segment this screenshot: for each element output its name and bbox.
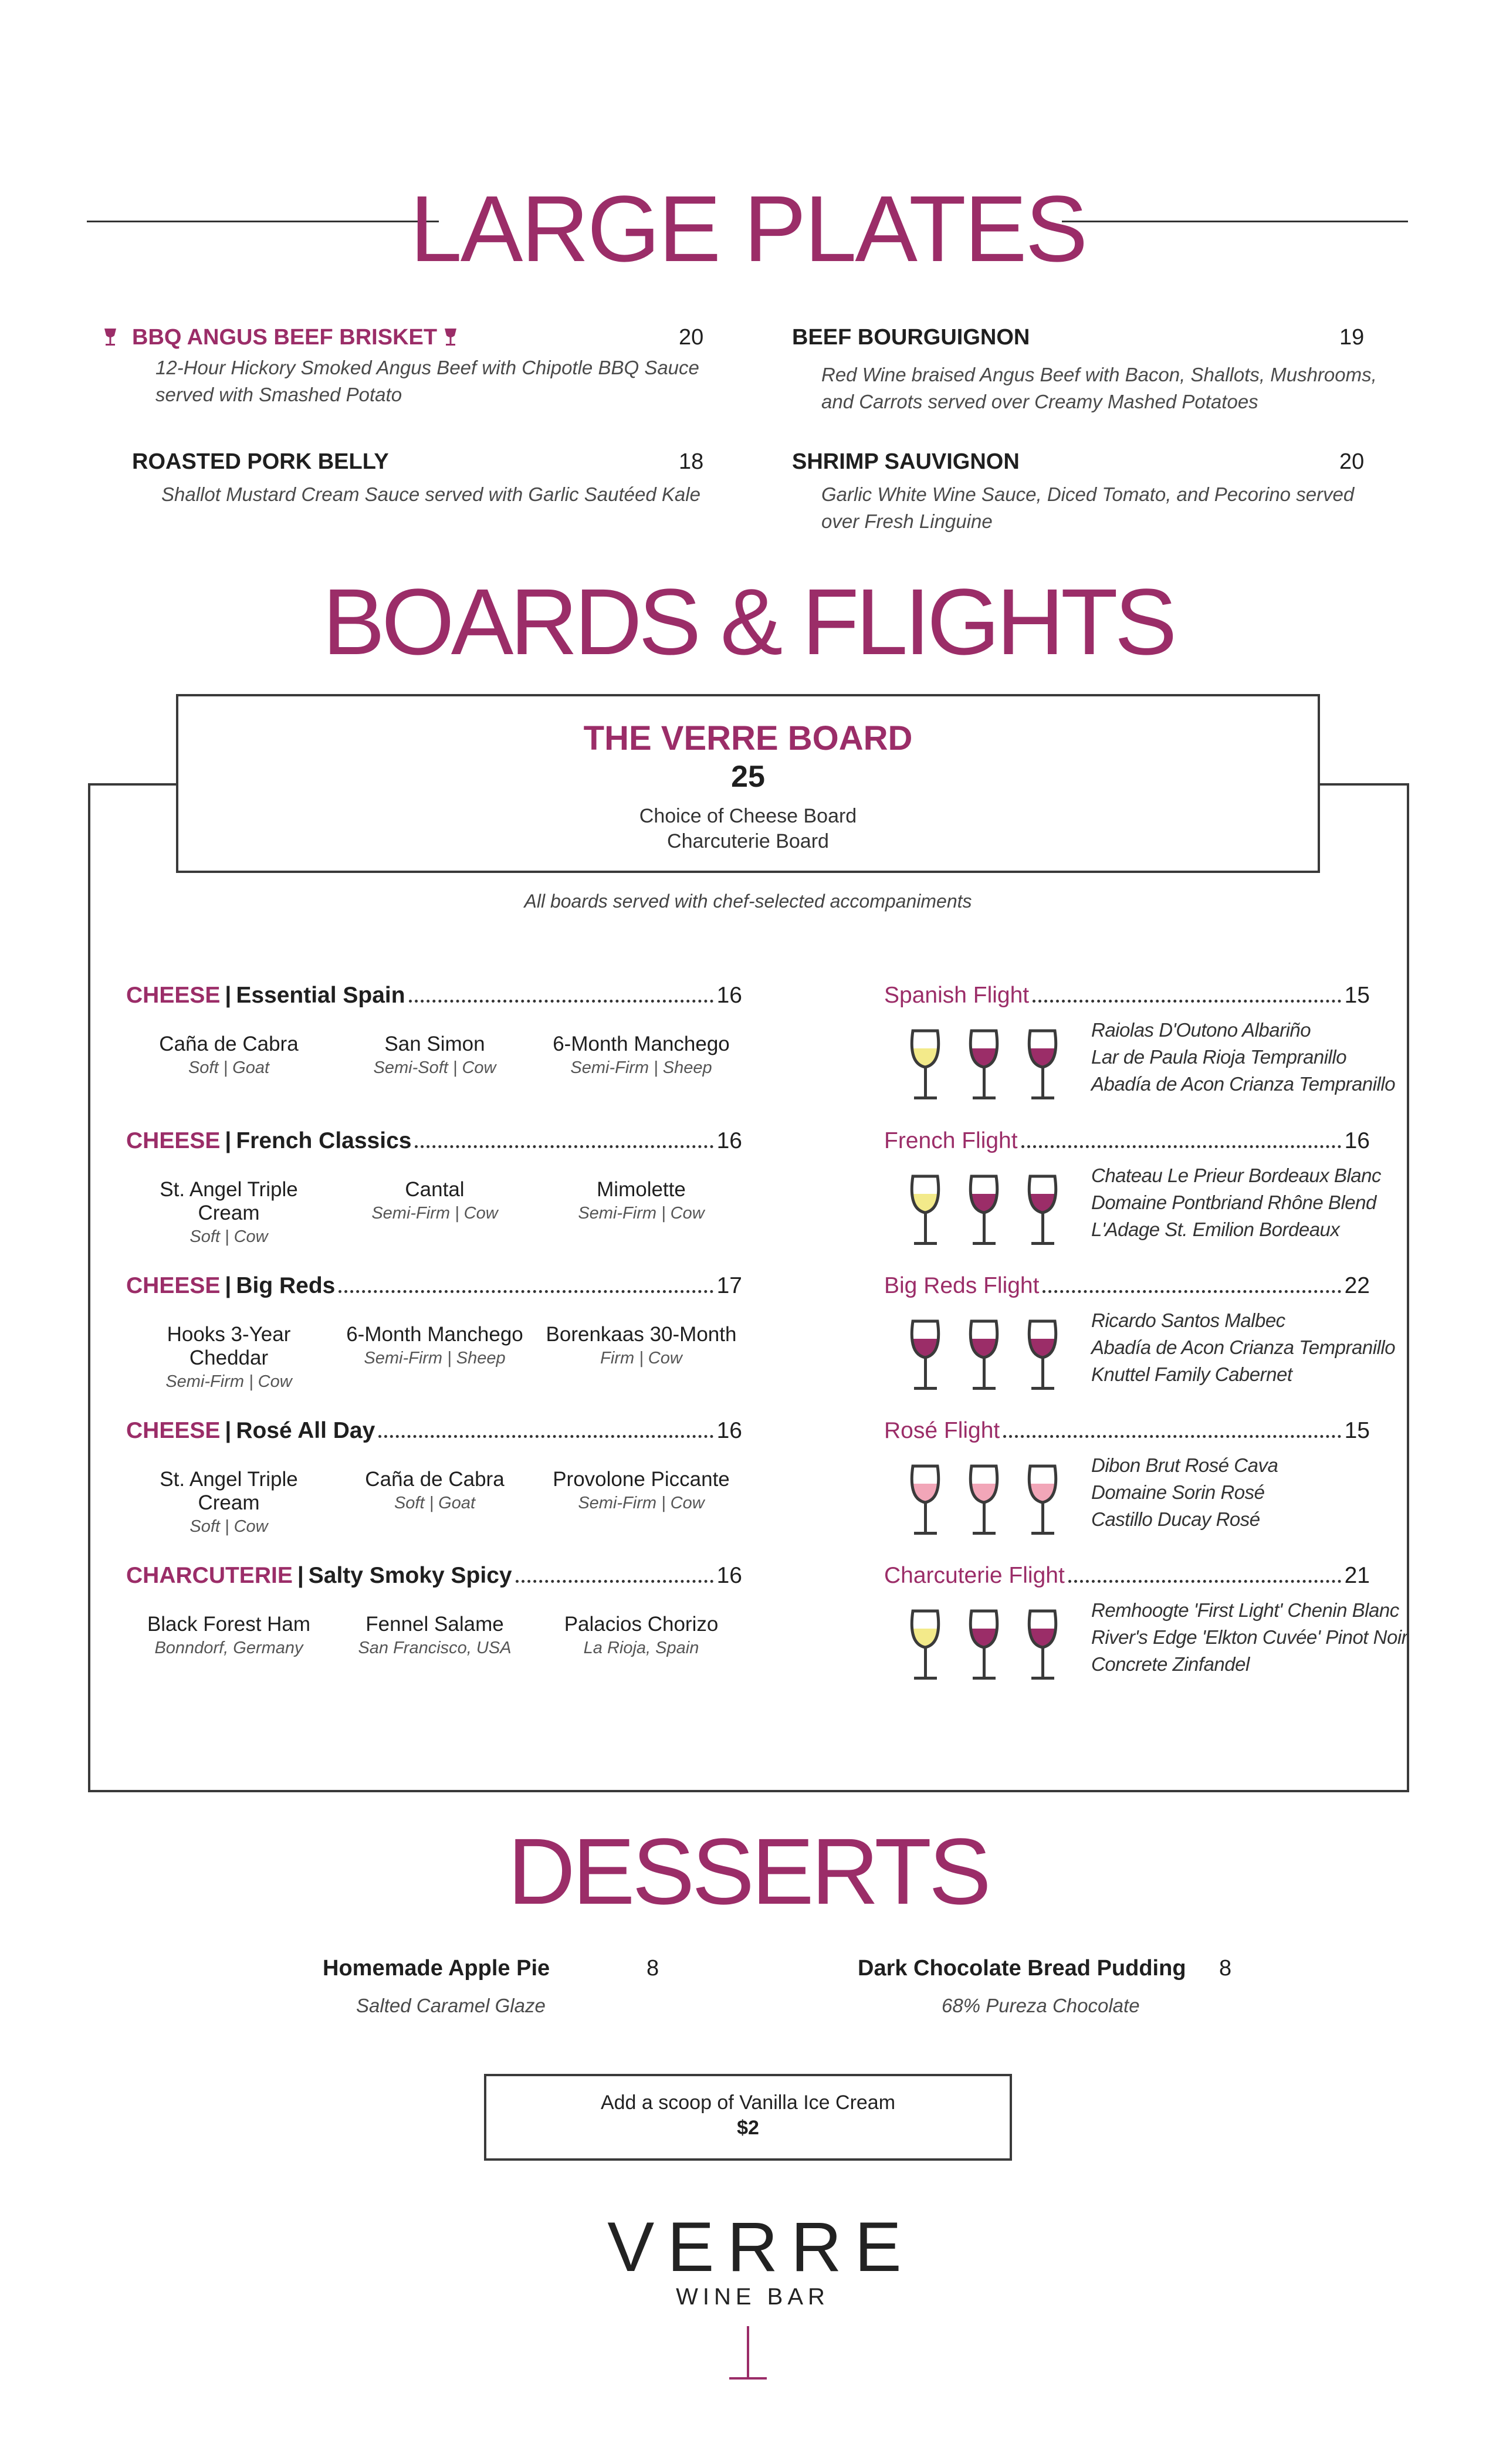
flight-name: Spanish Flight — [884, 983, 1030, 1008]
flight-row-title — [884, 1563, 1370, 1589]
flight-price: 22 — [1344, 1273, 1370, 1298]
dish-name-bourguignon: BEEF BOURGUIGNON — [792, 325, 1030, 350]
flight-price: 15 — [1344, 983, 1370, 1008]
board-name: Rosé All Day — [236, 1418, 375, 1443]
dessert-name-bread-pudding: Dark Chocolate Bread Pudding — [858, 1956, 1186, 1981]
board-row-title — [126, 1563, 742, 1589]
board-item — [332, 1178, 537, 1223]
board-item — [539, 1178, 744, 1223]
wine-glass-icon — [912, 1611, 939, 1680]
flight-wine: Ricardo Santos Malbec — [1091, 1309, 1285, 1331]
separator: | — [225, 1273, 232, 1298]
board-item-name: Caña de Cabra — [365, 1468, 505, 1491]
dot-leader — [516, 1580, 713, 1583]
verre-board-box — [176, 694, 1320, 873]
addon-box — [484, 2074, 1012, 2161]
board-category: CHARCUTERIE — [126, 1563, 293, 1588]
board-item-detail: Soft | Goat — [394, 1494, 476, 1512]
board-item-detail: Semi-Firm | Sheep — [570, 1058, 712, 1077]
dot-leader — [339, 1290, 713, 1293]
board-item — [126, 1178, 331, 1247]
wine-glass-icon — [103, 327, 118, 347]
wine-glass-icon — [1029, 1031, 1056, 1099]
board-item — [539, 1613, 744, 1658]
board-item-name: Black Forest Ham — [147, 1613, 311, 1636]
dot-leader — [415, 1145, 713, 1148]
dish-desc-pork-belly: Shallot Mustard Cream Sauce served with Garlic Sautéed Kale — [161, 483, 700, 505]
dessert-desc-bread-pudding: 68% Pureza Chocolate — [942, 1995, 1140, 2016]
logo-glass-icon — [725, 2320, 771, 2385]
board-item — [126, 1468, 331, 1536]
board-item-detail: Bonndorf, Germany — [154, 1639, 303, 1657]
wine-glass-icon — [912, 1321, 939, 1390]
board-item-name: St. Angel Triple Cream — [160, 1178, 298, 1224]
dot-leader — [1068, 1580, 1341, 1583]
wine-glass-icon — [1029, 1466, 1056, 1535]
board-item-name: Mimolette — [597, 1178, 686, 1201]
wine-glass-icon — [443, 327, 458, 347]
flight-name: French Flight — [884, 1128, 1018, 1153]
separator: | — [225, 1418, 232, 1443]
wine-glass-icon — [912, 1176, 939, 1245]
flight-wine: Abadía de Acon Crianza Tempranillo — [1091, 1073, 1396, 1095]
flight-wine: Raiolas D'Outono Albariño — [1091, 1019, 1311, 1041]
wine-glass-set — [908, 1028, 1102, 1105]
board-item-name: Hooks 3-Year Cheddar — [167, 1323, 291, 1369]
flight-wine: Dibon Brut Rosé Cava — [1091, 1454, 1278, 1476]
board-item-name: San Simon — [384, 1033, 485, 1055]
wine-glass-icon — [970, 1176, 997, 1245]
board-item — [332, 1323, 537, 1368]
board-row-title — [126, 1128, 742, 1154]
flight-wine: Concrete Zinfandel — [1091, 1653, 1250, 1675]
board-item-name: Provolone Piccante — [553, 1468, 730, 1491]
logo-name: VERRE — [607, 2208, 915, 2286]
flight-name: Rosé Flight — [884, 1418, 1000, 1443]
addon-text: Add a scoop of Vanilla Ice Cream — [600, 2091, 896, 2114]
dish-desc-bourguignon: Red Wine braised Angus Beef with Bacon, Shallots, Mushrooms, and Carrots served over Creamy Mashed Potatoes — [821, 364, 1377, 412]
dot-leader — [1003, 1435, 1341, 1438]
board-item — [539, 1033, 744, 1078]
board-category: CHEESE — [126, 1273, 221, 1298]
flight-price: 15 — [1344, 1418, 1370, 1443]
wine-glass-icon — [970, 1466, 997, 1535]
dish-price-pork-belly: 18 — [679, 449, 704, 474]
flight-wine: Abadía de Acon Crianza Tempranillo — [1091, 1336, 1396, 1358]
dish-price-shrimp: 20 — [1339, 449, 1365, 474]
flight-wine: Lar de Paula Rioja Tempranillo — [1091, 1046, 1347, 1068]
flight-row-title — [884, 1418, 1370, 1444]
flight-wine: Domaine Sorin Rosé — [1091, 1481, 1265, 1503]
dessert-price-bread-pudding: 8 — [1219, 1956, 1232, 1981]
board-name: French Classics — [236, 1128, 412, 1153]
separator: | — [225, 1128, 232, 1153]
board-item-name: Fennel Salame — [365, 1613, 504, 1636]
flight-wine-list — [1091, 1597, 1407, 1678]
addon-price: $2 — [737, 2117, 759, 2139]
board-item-detail: Semi-Firm | Cow — [578, 1494, 705, 1512]
board-name: Essential Spain — [236, 983, 405, 1008]
flight-wine: Castillo Ducay Rosé — [1091, 1508, 1260, 1530]
board-price: 17 — [716, 1273, 742, 1298]
board-item — [126, 1033, 331, 1078]
flight-wine: River's Edge 'Elkton Cuvée' Pinot Noir — [1091, 1626, 1408, 1648]
board-item-detail: Semi-Firm | Sheep — [364, 1349, 506, 1368]
flight-row-title — [884, 983, 1370, 1008]
wine-glass-icon — [970, 1031, 997, 1099]
flight-wine-list — [1091, 1017, 1395, 1098]
flight-price: 21 — [1344, 1563, 1370, 1588]
board-item — [126, 1613, 331, 1658]
wine-glass-icon — [1029, 1176, 1056, 1245]
board-row-title — [126, 1418, 742, 1444]
wine-glass-set — [908, 1464, 1102, 1540]
wine-glass-icon — [1029, 1321, 1056, 1390]
verre-board-option: Choice of Cheese Board — [639, 805, 857, 827]
board-item-name: Caña de Cabra — [159, 1033, 299, 1055]
board-item-name: 6-Month Manchego — [553, 1033, 730, 1055]
board-item — [539, 1468, 744, 1513]
separator: | — [297, 1563, 304, 1588]
dessert-desc-apple-pie: Salted Caramel Glaze — [356, 1995, 546, 2016]
board-item-detail: Semi-Firm | Cow — [165, 1372, 292, 1391]
board-item — [332, 1468, 537, 1513]
board-item-name: Borenkaas 30-Month — [546, 1323, 737, 1346]
board-category: CHEESE — [126, 1128, 221, 1153]
flight-wine: L'Adage St. Emilion Bordeaux — [1091, 1219, 1340, 1240]
desserts-title: DESSERTS — [507, 1819, 989, 1924]
wine-glass-icon — [1029, 1611, 1056, 1680]
flight-wine: Knuttel Family Cabernet — [1091, 1363, 1292, 1385]
board-price: 16 — [716, 1418, 742, 1443]
flight-wine: Domaine Pontbriand Rhône Blend — [1091, 1192, 1376, 1213]
dish-price-bourguignon: 19 — [1339, 325, 1365, 350]
board-category: CHEESE — [126, 1418, 221, 1443]
flight-name: Charcuterie Flight — [884, 1563, 1065, 1588]
board-price: 16 — [716, 1128, 742, 1153]
board-row-title — [126, 983, 742, 1008]
flight-row-title — [884, 1273, 1370, 1299]
flight-price: 16 — [1344, 1128, 1370, 1153]
wine-glass-icon — [912, 1466, 939, 1535]
board-item-name: Palacios Chorizo — [564, 1613, 719, 1636]
separator: | — [225, 983, 232, 1008]
logo-sub: WINE BAR — [676, 2284, 830, 2310]
dish-name-brisket: BBQ ANGUS BEEF BRISKET — [132, 325, 438, 350]
board-item-detail: Soft | Cow — [189, 1227, 268, 1246]
flight-wine-list — [1091, 1307, 1395, 1388]
dish-name-pork-belly: ROASTED PORK BELLY — [132, 449, 389, 474]
flight-wine-list — [1091, 1452, 1278, 1533]
boards-flights-title: BOARDS & FLIGHTS — [322, 569, 1174, 674]
dot-leader — [1033, 1000, 1341, 1003]
board-item — [332, 1033, 537, 1078]
large-plates-title: LARGE PLATES — [409, 176, 1087, 281]
wine-glass-set — [908, 1174, 1102, 1250]
board-item-detail: La Rioja, Spain — [583, 1639, 699, 1657]
board-name: Salty Smoky Spicy — [308, 1563, 512, 1588]
board-item — [539, 1323, 744, 1368]
wine-glass-icon — [970, 1321, 997, 1390]
flight-name: Big Reds Flight — [884, 1273, 1040, 1298]
verre-board-option: Charcuterie Board — [667, 830, 829, 852]
board-name: Big Reds — [236, 1273, 336, 1298]
flight-row-title — [884, 1128, 1370, 1154]
dish-name-shrimp: SHRIMP SAUVIGNON — [792, 449, 1020, 474]
dot-leader — [1021, 1145, 1341, 1148]
verre-board-name: THE VERRE BOARD — [583, 719, 913, 757]
board-item-detail: Firm | Cow — [600, 1349, 682, 1368]
dish-desc-brisket: 12-Hour Hickory Smoked Angus Beef with Chipotle BBQ Sauce served with Smashed Potato — [155, 357, 699, 405]
dessert-name-apple-pie: Homemade Apple Pie — [323, 1956, 550, 1981]
flight-wine: Chateau Le Prieur Bordeaux Blanc — [1091, 1165, 1381, 1186]
board-item-detail: Soft | Goat — [188, 1058, 270, 1077]
board-price: 16 — [716, 1563, 742, 1588]
wine-glass-set — [908, 1609, 1102, 1685]
verre-board-price: 25 — [731, 760, 765, 794]
wine-glass-set — [908, 1319, 1102, 1395]
board-item-detail: San Francisco, USA — [358, 1639, 512, 1657]
dessert-price-apple-pie: 8 — [647, 1956, 659, 1981]
board-category: CHEESE — [126, 983, 221, 1008]
flight-wine-list — [1091, 1162, 1381, 1243]
board-item-detail: Semi-Soft | Cow — [373, 1058, 496, 1077]
board-price: 16 — [716, 983, 742, 1008]
dot-leader — [409, 1000, 713, 1003]
board-item — [126, 1323, 331, 1392]
boards-note: All boards served with chef-selected accompaniments — [524, 891, 972, 912]
wine-glass-icon — [912, 1031, 939, 1099]
board-item-name: 6-Month Manchego — [346, 1323, 523, 1346]
board-item-detail: Soft | Cow — [189, 1517, 268, 1536]
dot-leader — [1043, 1290, 1341, 1293]
dish-price-brisket: 20 — [679, 325, 704, 350]
board-item-name: Cantal — [405, 1178, 465, 1201]
board-item-detail: Semi-Firm | Cow — [371, 1204, 498, 1223]
flight-wine: Remhoogte 'First Light' Chenin Blanc — [1091, 1599, 1399, 1621]
board-item — [332, 1613, 537, 1658]
board-row-title — [126, 1273, 742, 1299]
board-item-name: St. Angel Triple Cream — [160, 1468, 298, 1514]
board-item-detail: Semi-Firm | Cow — [578, 1204, 705, 1223]
dish-desc-shrimp: Garlic White Wine Sauce, Diced Tomato, and Pecorino served over Fresh Linguine — [821, 483, 1355, 532]
dot-leader — [378, 1435, 713, 1438]
wine-glass-icon — [970, 1611, 997, 1680]
